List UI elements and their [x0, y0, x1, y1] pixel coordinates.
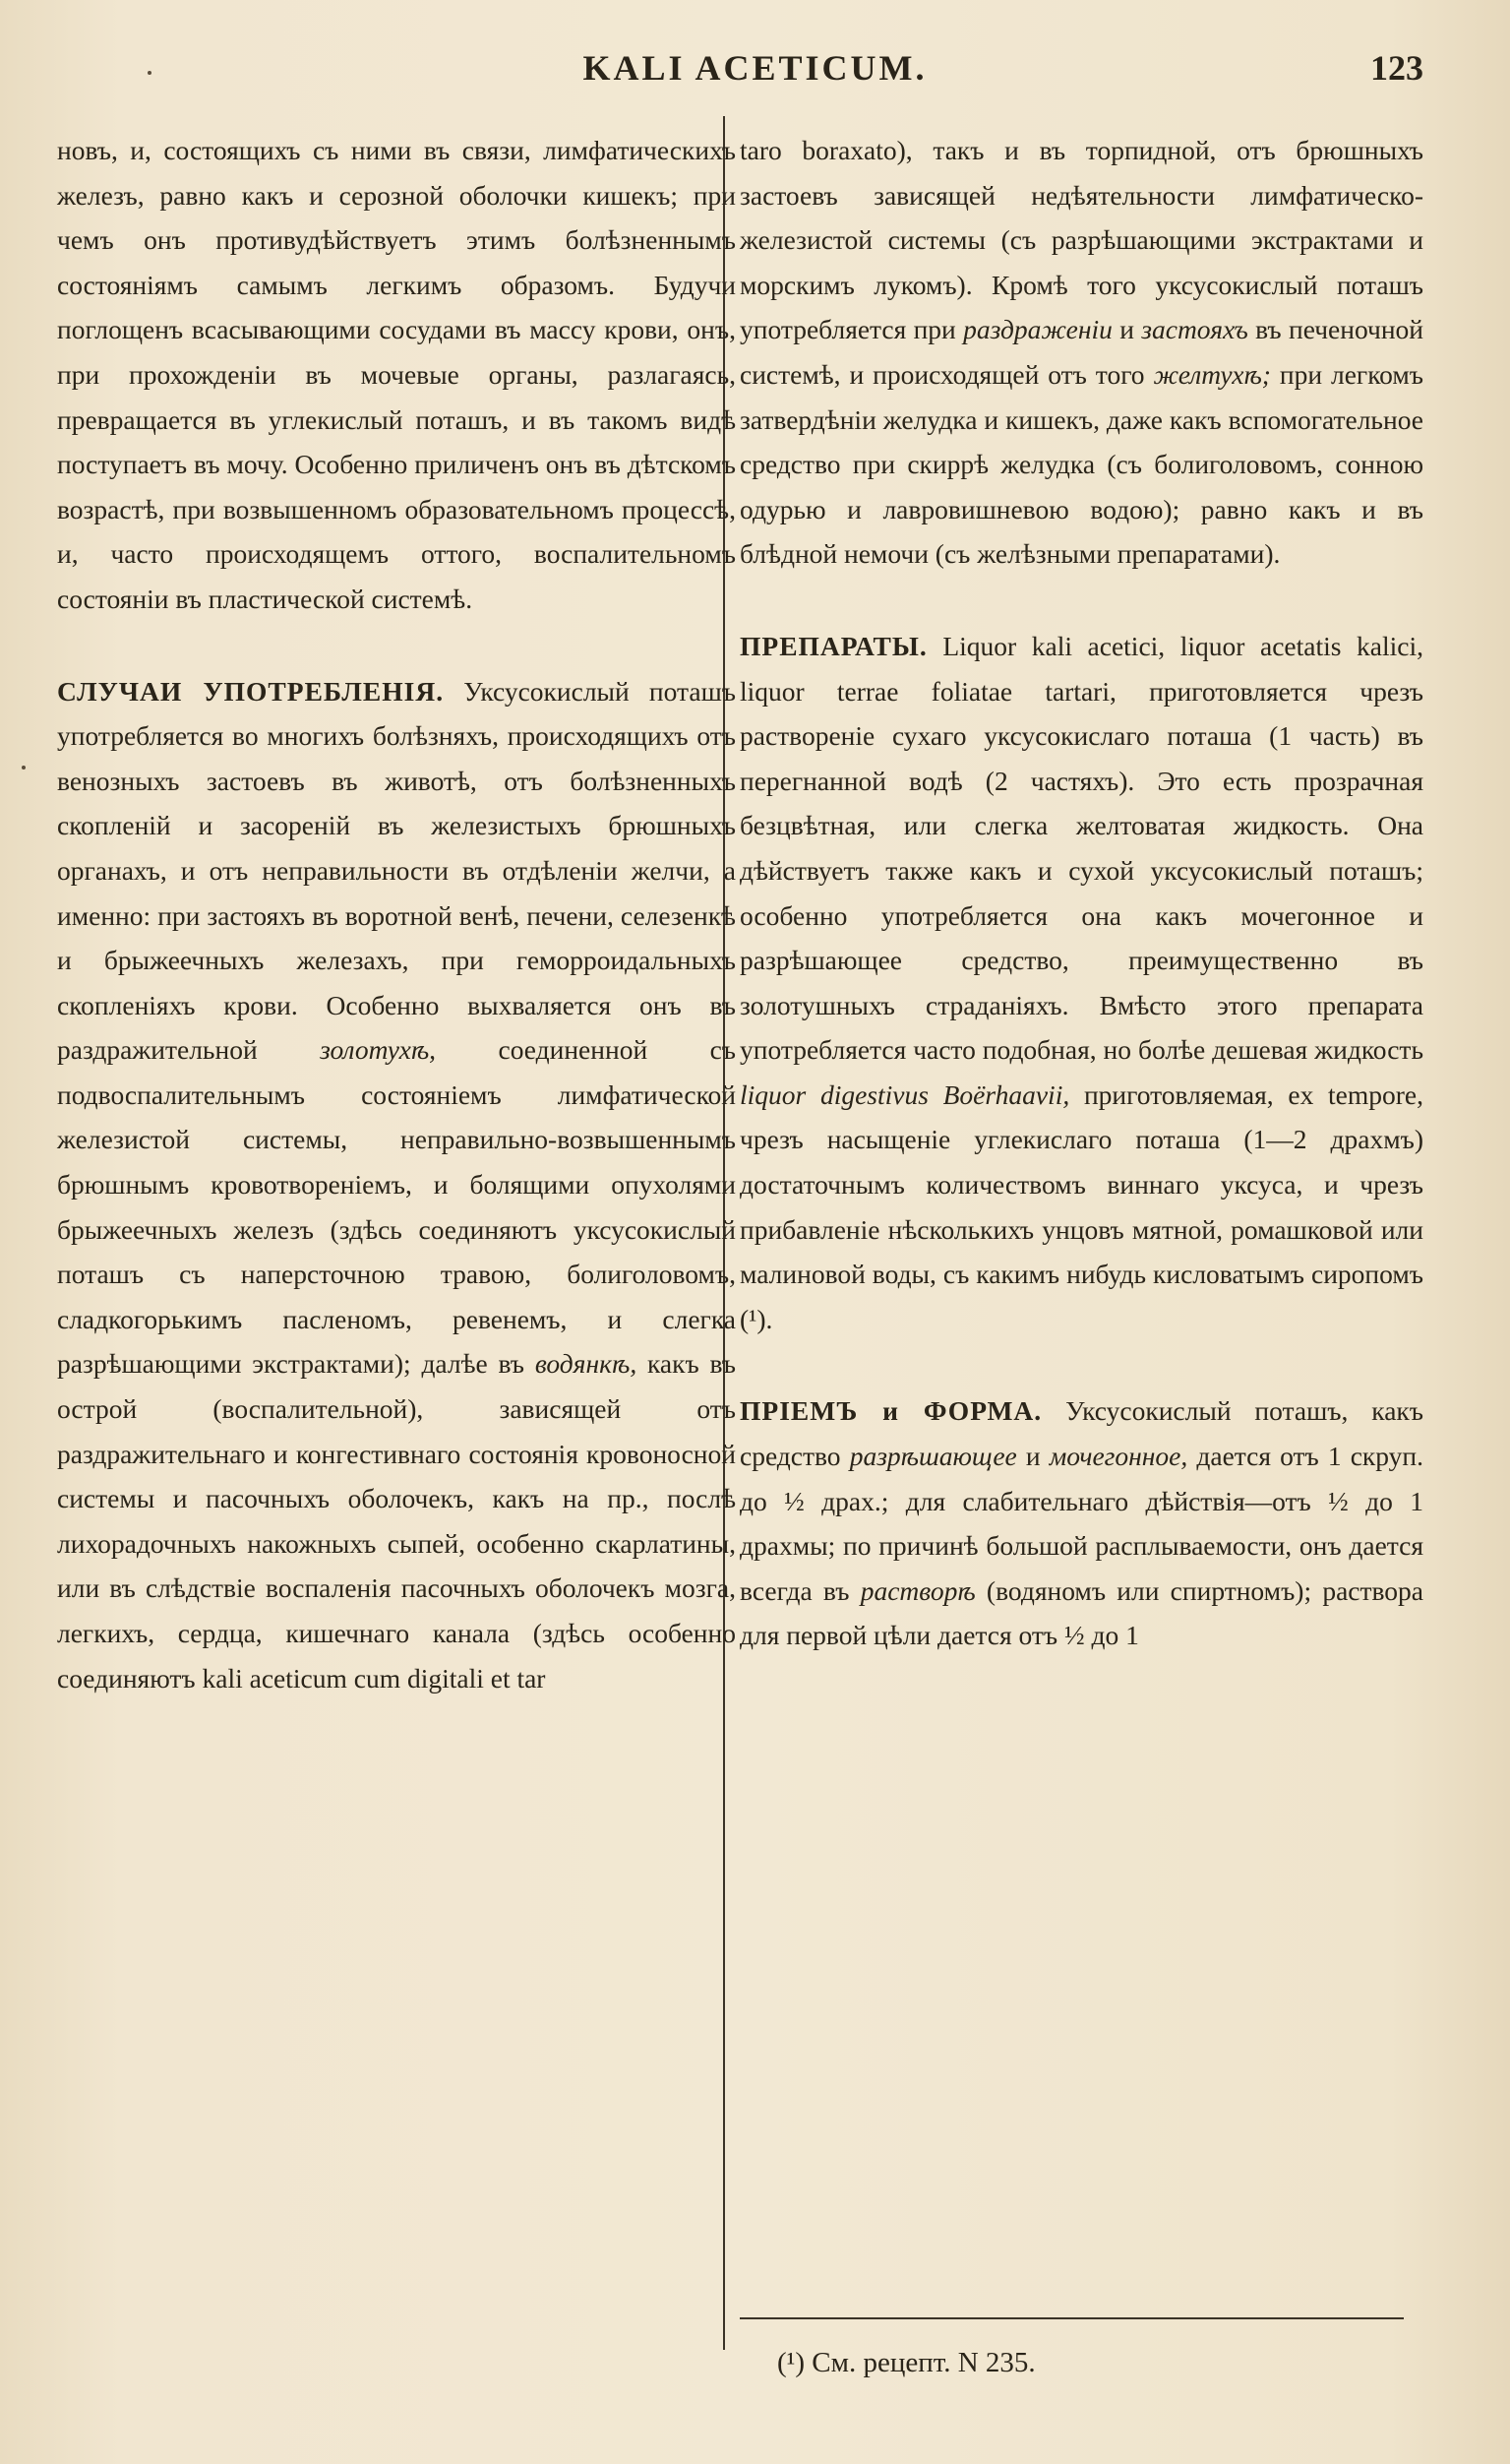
paragraph-preparations	[740, 624, 1423, 1342]
section-heading-indications: СЛУЧАИ УПОТРЕБЛЕНІЯ.	[57, 675, 445, 707]
emphasis-congestion: застояхъ	[1141, 314, 1248, 345]
text-run: Liquor kali acetici, liquor acetatis kalici, liquor terrae foliatae tartari, приготовляется чрезъ раствореніе сухаго уксусокислаго поташа (1 часть) въ перегнанной водѣ (2 частяхъ). Это есть прозрачная безцвѣтная, или слегка желтоватая жидкость. Она дѣйствуетъ также какъ и сухой уксусокислый поташъ; особенно употребляется она какъ мочегонное и разрѣшающее средство, преимущественно въ золотушныхъ страданіяхъ. Вмѣсто этого препарата употребляется часто подобная, но болѣе дешевая жидкость	[740, 630, 1423, 1066]
emphasis-resolvent: разрѣшающее	[849, 1441, 1017, 1472]
text-run: дается отъ 1 скруп. до ½ драх.; для слабительнаго дѣйствія—отъ ½ до 1 драхмы; по причинѣ большой расплываемости, онъ дается всегда въ	[740, 1441, 1424, 1606]
text-run: приготовляемая, ex tempore, чрезъ насыщеніе углекислаго поташа (1—2 драхмъ) достаточнымъ количествомъ виннаго уксуса, и чрезъ прибавленіе нѣсколькихъ унцовъ мятной, ромашковой или малиновой воды, съ какимъ нибудь кисловатымъ сиропомъ (¹).	[740, 1078, 1424, 1334]
paper-speck	[148, 71, 151, 75]
text-run: при легкомъ затвердѣніи желудка и кишекъ, даже какъ вспомогательное средство при скиррѣ желудка (съ болиголовомъ, сонною одурью и лавровишневою водою); равно какъ и въ блѣдной немочи (съ желѣзными препаратами).	[740, 358, 1424, 570]
footnote-rule	[740, 2317, 1404, 2319]
emphasis-irritation: раздраженіи	[963, 314, 1113, 345]
emphasis-liquor-digestivus: liquor digestivus Boërhaavii,	[740, 1078, 1070, 1110]
page-header	[0, 47, 1510, 96]
text-run: taro boraxato), такъ и въ торпидной, отъ брюшныхъ застоевъ зависящей недѣятельности лимфатическо-железистой системы (съ разрѣшающими экстрактами и морскимъ лукомъ). Кромѣ того уксусокислый поташъ употребляется при	[740, 135, 1423, 345]
paragraph-continuation	[740, 128, 1423, 577]
emphasis-scrofula: золотухѣ,	[320, 1034, 437, 1066]
paragraph-action: новъ, и, состоящихъ съ ними въ связи, лимфатическихъ железъ, равно какъ и серозной оболочки кишекъ; при чемъ онъ противудѣйствуетъ этимъ болѣзненнымъ состояніямъ самымъ легкимъ образомъ. Будучи поглощенъ всасывающими сосудами въ массу крови, онъ, при прохожденіи въ мочевые органы, разлагаясь, превращается въ углекислый поташъ, и въ такомъ видѣ поступаетъ въ мочу. Особенно приличенъ онъ въ дѣтскомъ возрастѣ, при возвышенномъ образовательномъ процессѣ, и, часто происходящемъ оттого, воспалительномъ состояніи въ пластической системѣ.	[57, 135, 736, 614]
paragraph-indications	[57, 669, 736, 1701]
text-run: Уксусокислый поташъ, какъ средство	[740, 1395, 1423, 1472]
emphasis-jaundice: желтухѣ;	[1153, 358, 1271, 390]
paragraph-dosage	[740, 1388, 1423, 1658]
section-heading-dosage: ПРІЕМЪ и ФОРМА.	[740, 1395, 1043, 1427]
text-run: въ печеночной системѣ, и происходящей отъ того	[740, 314, 1424, 390]
paper-speck	[22, 766, 26, 770]
text-run: какъ въ острой (воспалительной), зависящей отъ раздражительнаго и конгестивнаго состоянія кровоносной системы и пасочныхъ оболочекъ, какъ на пр., послѣ лихорадочныхъ накожныхъ сыпей, особенно скарлатины, или въ слѣдствіе воспаленія пасочныхъ оболочекъ мозга, легкихъ, сердца, кишечнаго канала (здѣсь особенно соединяютъ kali aceticum cum digitali et tar	[57, 1348, 737, 1694]
left-column	[57, 128, 736, 1700]
right-column	[740, 128, 1423, 1658]
text-run: (водяномъ или спиртномъ); раствора для первой цѣли дается отъ ½ до 1	[740, 1574, 1424, 1651]
emphasis-solution: растворѣ	[860, 1574, 976, 1606]
page-number: 123	[1370, 48, 1423, 88]
text-run: и	[1025, 1441, 1041, 1472]
emphasis-diuretic: мочегонное,	[1049, 1441, 1188, 1472]
text-run: соединенной съ подвоспалительнымъ состояніемъ лимфатической железистой системы, неправильно-возвышеннымъ брюшнымъ кровотвореніемъ, и болящими опухолями брыжеечныхъ железъ (здѣсь соединяютъ уксусокислый поташъ съ наперсточною травою, болиголовомъ, сладкогорькимъ пасленомъ, ревенемъ, и слегка разрѣшающими экстрактами); далѣе въ	[57, 1034, 737, 1380]
running-title: KALI ACETICUM.	[582, 48, 928, 88]
emphasis-dropsy: водянкѣ,	[534, 1348, 637, 1380]
text-run: и	[1119, 314, 1134, 345]
footnote: (¹) См. рецепт. N 235.	[777, 2347, 1036, 2378]
section-heading-preparations: ПРЕПАРАТЫ.	[740, 630, 928, 661]
text-run: Уксусокислый поташъ употребляется во многихъ болѣзняхъ, происходящихъ отъ венозныхъ застоевъ въ животѣ, отъ болѣзненныхъ скопленій и засореній въ железистыхъ брюшныхъ органахъ, и отъ неправильности въ отдѣленіи желчи, а именно: при застояхъ въ воротной венѣ, печени, селезенкѣ и брыжеечныхъ железахъ, при геморроидальныхъ скопленіяхъ крови. Особенно выхваляется онъ въ раздражительной	[57, 675, 736, 1066]
